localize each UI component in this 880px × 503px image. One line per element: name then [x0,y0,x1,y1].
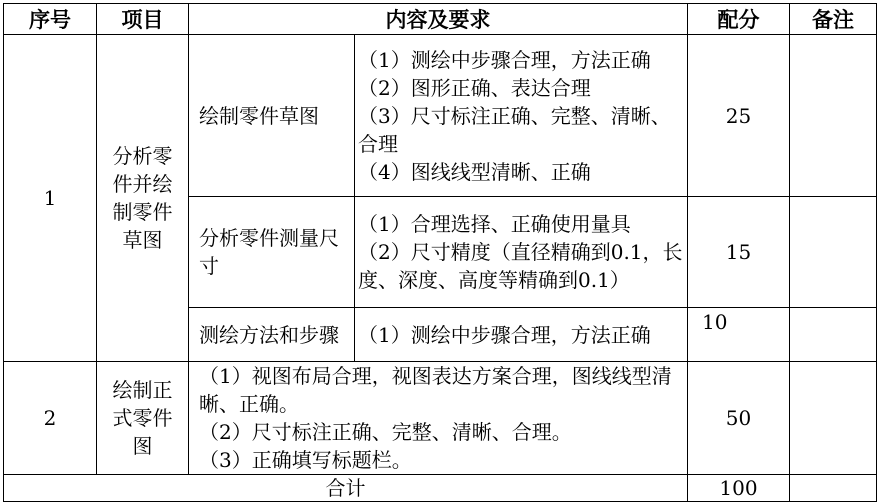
score-table [3,3,877,502]
row1-project: 分析零件并绘制零件草图 [97,35,189,362]
requirement-line: （2）尺寸精度（直径精确到0.1，长度、深度、高度等精确到0.1） [358,240,683,292]
table-row [4,35,877,197]
row1-sub2-reqs [355,197,688,308]
requirement-line: （3）正确填写标题栏。 [199,448,412,472]
row1-sub1-remark [790,35,877,197]
row1-sub3-score: 10 [688,308,790,362]
row2-seq: 2 [4,362,97,475]
requirement-line: （1）合理选择、正确使用量具 [358,212,631,236]
header-score: 配分 [688,4,790,35]
row1-sub1-score: 25 [688,35,790,197]
header-remark: 备注 [790,4,877,35]
row2-score: 50 [688,362,790,475]
row2-remark [790,362,877,475]
table-row [4,362,877,475]
requirement-line: （4）图线线型清晰、正确 [358,159,591,184]
row2-project: 绘制正式零件图 [97,362,189,475]
total-score: 100 [688,475,790,502]
requirement-line: （1）测绘中步骤合理，方法正确 [358,47,651,72]
requirement-line: （1）视图布局合理，视图表达方案合理，图线线型清晰、正确。 [199,364,672,416]
requirement-line: （3）尺寸标注正确、完整、清晰、合理 [358,103,671,156]
row1-sub2-remark [790,197,877,308]
row1-sub3-name: 测绘方法和步骤 [189,308,355,362]
row1-sub2-name: 分析零件测量尺寸 [189,197,355,308]
row1-sub1-name: 绘制零件草图 [189,35,355,197]
requirement-line: （1）测绘中步骤合理，方法正确 [358,322,651,347]
row1-sub2-score: 15 [688,197,790,308]
header-content: 内容及要求 [189,4,688,35]
row1-sub1-reqs [355,35,688,197]
row1-sub3-reqs [355,308,688,362]
total-remark [790,475,877,502]
row2-reqs [189,362,688,475]
row1-sub3-remark [790,308,877,362]
requirement-line: （2）图形正确、表达合理 [358,75,591,100]
total-row [4,475,877,502]
requirement-line: （2）尺寸标注正确、完整、清晰、合理。 [199,420,572,444]
total-label: 合计 [4,475,688,502]
header-project: 项目 [97,4,189,35]
header-row [4,4,877,35]
header-seq: 序号 [4,4,97,35]
row1-seq: 1 [4,35,97,362]
